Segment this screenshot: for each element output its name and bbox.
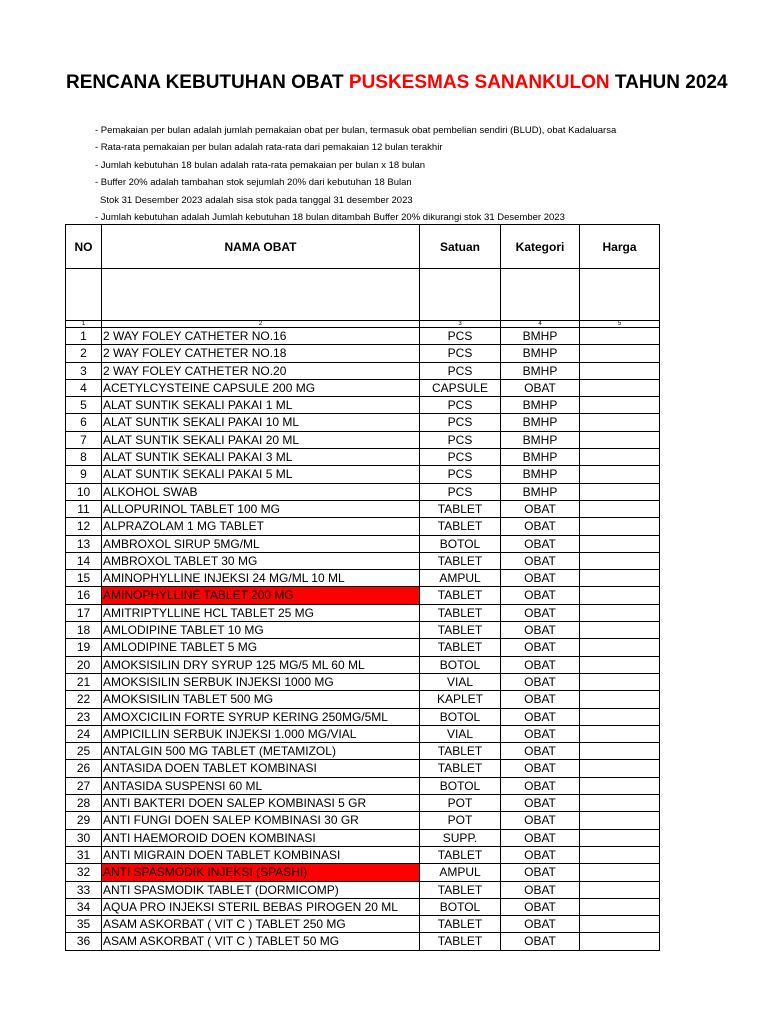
- row-harga: [580, 449, 660, 466]
- row-no: 22: [66, 691, 102, 708]
- row-nama-obat: AMBROXOL SIRUP 5MG/ML: [102, 535, 420, 552]
- row-kategori: OBAT: [501, 708, 580, 725]
- row-kategori: BMHP: [501, 431, 580, 448]
- row-no: 32: [66, 864, 102, 881]
- row-harga: [580, 777, 660, 794]
- row-satuan: TABLET: [420, 552, 501, 569]
- row-nama-obat: AMINOPHYLLINE INJEKSI 24 MG/ML 10 ML: [102, 570, 420, 587]
- row-harga: [580, 622, 660, 639]
- row-no: 6: [66, 414, 102, 431]
- row-harga: [580, 397, 660, 414]
- row-satuan: PCS: [420, 414, 501, 431]
- header-satuan: Satuan: [420, 225, 501, 269]
- row-nama-obat: ANTI SPASMODIK INJEKSI (SPASHI): [102, 864, 420, 881]
- column-number: 3: [420, 321, 501, 328]
- column-number: 5: [580, 321, 660, 328]
- column-number: 2: [102, 321, 420, 328]
- row-harga: [580, 500, 660, 517]
- row-no: 14: [66, 552, 102, 569]
- note-item: - Jumlah kebutuhan adalah Jumlah kebutuhan 18 bulan ditambah Buffer 20% dikurangi stok 31 Desember 2023: [95, 211, 565, 223]
- table-row: [66, 898, 660, 915]
- row-harga: [580, 535, 660, 552]
- row-no: 18: [66, 622, 102, 639]
- row-kategori: OBAT: [501, 898, 580, 915]
- row-nama-obat: AMBROXOL TABLET 30 MG: [102, 552, 420, 569]
- row-kategori: OBAT: [501, 864, 580, 881]
- row-kategori: OBAT: [501, 379, 580, 396]
- row-harga: [580, 916, 660, 933]
- row-harga: [580, 362, 660, 379]
- row-no: 31: [66, 846, 102, 863]
- row-kategori: BMHP: [501, 414, 580, 431]
- row-satuan: TABLET: [420, 933, 501, 950]
- table-row: [66, 449, 660, 466]
- row-nama-obat: 2 WAY FOLEY CATHETER NO.20: [102, 362, 420, 379]
- row-kategori: OBAT: [501, 725, 580, 742]
- row-satuan: TABLET: [420, 500, 501, 517]
- row-no: 23: [66, 708, 102, 725]
- table-row: [66, 708, 660, 725]
- row-harga: [580, 518, 660, 535]
- row-kategori: OBAT: [501, 604, 580, 621]
- row-satuan: POT: [420, 795, 501, 812]
- row-kategori: OBAT: [501, 570, 580, 587]
- row-harga: [580, 881, 660, 898]
- row-satuan: POT: [420, 812, 501, 829]
- row-no: 30: [66, 829, 102, 846]
- row-satuan: VIAL: [420, 725, 501, 742]
- row-satuan: TABLET: [420, 622, 501, 639]
- table-row: [66, 500, 660, 517]
- table-row: [66, 552, 660, 569]
- column-number: 1: [66, 321, 102, 328]
- table-header-row: [66, 225, 660, 269]
- table-row: [66, 622, 660, 639]
- header-no: NO: [66, 225, 102, 269]
- row-nama-obat: AMITRIPTYLLINE HCL TABLET 25 MG: [102, 604, 420, 621]
- row-harga: [580, 328, 660, 345]
- table-row: [66, 535, 660, 552]
- table-row: [66, 604, 660, 621]
- row-satuan: TABLET: [420, 743, 501, 760]
- spacer-cell: [420, 269, 501, 321]
- row-harga: [580, 864, 660, 881]
- table-row: [66, 483, 660, 500]
- table-row: [66, 362, 660, 379]
- table-row: [66, 328, 660, 345]
- row-satuan: BOTOL: [420, 777, 501, 794]
- row-nama-obat: ALAT SUNTIK SEKALI PAKAI 1 ML: [102, 397, 420, 414]
- row-satuan: PCS: [420, 449, 501, 466]
- row-satuan: TABLET: [420, 846, 501, 863]
- row-satuan: TABLET: [420, 760, 501, 777]
- row-no: 24: [66, 725, 102, 742]
- row-no: 4: [66, 379, 102, 396]
- row-harga: [580, 812, 660, 829]
- row-kategori: OBAT: [501, 760, 580, 777]
- row-kategori: OBAT: [501, 622, 580, 639]
- table-row: [66, 414, 660, 431]
- row-kategori: OBAT: [501, 933, 580, 950]
- row-nama-obat: ALAT SUNTIK SEKALI PAKAI 20 ML: [102, 431, 420, 448]
- row-nama-obat: ACETYLCYSTEINE CAPSULE 200 MG: [102, 379, 420, 396]
- row-satuan: PCS: [420, 328, 501, 345]
- row-harga: [580, 898, 660, 915]
- row-no: 17: [66, 604, 102, 621]
- row-kategori: BMHP: [501, 449, 580, 466]
- table-row: [66, 639, 660, 656]
- notes-list: [95, 122, 660, 226]
- row-nama-obat: AMLODIPINE TABLET 10 MG: [102, 622, 420, 639]
- row-kategori: BMHP: [501, 328, 580, 345]
- row-harga: [580, 829, 660, 846]
- table-row: [66, 864, 660, 881]
- row-nama-obat: ASAM ASKORBAT ( VIT C ) TABLET 50 MG: [102, 933, 420, 950]
- row-nama-obat: ALAT SUNTIK SEKALI PAKAI 3 ML: [102, 449, 420, 466]
- row-nama-obat: AMINOPHYLLINE TABLET 200 MG: [102, 587, 420, 604]
- row-no: 12: [66, 518, 102, 535]
- row-no: 26: [66, 760, 102, 777]
- header-spacer-row: [66, 269, 660, 321]
- row-no: 34: [66, 898, 102, 915]
- row-nama-obat: AQUA PRO INJEKSI STERIL BEBAS PIROGEN 20 ML: [102, 898, 420, 915]
- row-kategori: OBAT: [501, 916, 580, 933]
- row-satuan: PCS: [420, 397, 501, 414]
- column-numbering-row: [66, 321, 660, 328]
- row-satuan: CAPSULE: [420, 379, 501, 396]
- row-kategori: OBAT: [501, 518, 580, 535]
- spacer-cell: [580, 269, 660, 321]
- row-nama-obat: ANTALGIN 500 MG TABLET (METAMIZOL): [102, 743, 420, 760]
- row-nama-obat: ANTI SPASMODIK TABLET (DORMICOMP): [102, 881, 420, 898]
- row-kategori: OBAT: [501, 673, 580, 690]
- row-harga: [580, 414, 660, 431]
- row-satuan: PCS: [420, 483, 501, 500]
- row-nama-obat: 2 WAY FOLEY CATHETER NO.16: [102, 328, 420, 345]
- table-row: [66, 933, 660, 950]
- row-satuan: TABLET: [420, 518, 501, 535]
- table-row: [66, 916, 660, 933]
- row-satuan: BOTOL: [420, 898, 501, 915]
- table-row: [66, 760, 660, 777]
- header-kategori: Kategori: [501, 225, 580, 269]
- row-nama-obat: ANTI MIGRAIN DOEN TABLET KOMBINASI: [102, 846, 420, 863]
- medicine-table: [65, 224, 660, 951]
- table-row: [66, 379, 660, 396]
- row-nama-obat: AMOKSISILIN TABLET 500 MG: [102, 691, 420, 708]
- row-satuan: PCS: [420, 345, 501, 362]
- row-no: 9: [66, 466, 102, 483]
- row-harga: [580, 604, 660, 621]
- row-kategori: OBAT: [501, 535, 580, 552]
- row-harga: [580, 760, 660, 777]
- note-item: - Buffer 20% adalah tambahan stok sejumlah 20% dari kebutuhan 18 Bulan: [95, 177, 412, 189]
- row-kategori: BMHP: [501, 466, 580, 483]
- page-title: [66, 72, 728, 98]
- row-satuan: TABLET: [420, 916, 501, 933]
- row-harga: [580, 587, 660, 604]
- row-satuan: PCS: [420, 362, 501, 379]
- spacer-cell: [102, 269, 420, 321]
- row-nama-obat: ALLOPURINOL TABLET 100 MG: [102, 500, 420, 517]
- row-satuan: BOTOL: [420, 708, 501, 725]
- row-no: 7: [66, 431, 102, 448]
- row-satuan: BOTOL: [420, 656, 501, 673]
- row-no: 2: [66, 345, 102, 362]
- row-harga: [580, 673, 660, 690]
- row-no: 3: [66, 362, 102, 379]
- row-kategori: OBAT: [501, 881, 580, 898]
- row-kategori: OBAT: [501, 500, 580, 517]
- row-satuan: TABLET: [420, 604, 501, 621]
- table-row: [66, 431, 660, 448]
- row-harga: [580, 483, 660, 500]
- row-satuan: AMPUL: [420, 864, 501, 881]
- row-nama-obat: ALAT SUNTIK SEKALI PAKAI 10 ML: [102, 414, 420, 431]
- row-harga: [580, 552, 660, 569]
- table-row: [66, 777, 660, 794]
- row-no: 25: [66, 743, 102, 760]
- row-kategori: BMHP: [501, 397, 580, 414]
- table-row: [66, 829, 660, 846]
- row-no: 1: [66, 328, 102, 345]
- table-row: [66, 846, 660, 863]
- row-no: 35: [66, 916, 102, 933]
- row-harga: [580, 743, 660, 760]
- row-harga: [580, 345, 660, 362]
- row-harga: [580, 466, 660, 483]
- row-harga: [580, 795, 660, 812]
- table-row: [66, 397, 660, 414]
- row-satuan: TABLET: [420, 881, 501, 898]
- row-nama-obat: ALKOHOL SWAB: [102, 483, 420, 500]
- note-item: - Jumlah kebutuhan 18 bulan adalah rata-rata pemakaian per bulan x 18 bulan: [95, 159, 426, 171]
- note-item: Stok 31 Desember 2023 adalah sisa stok pada tanggal 31 desember 2023: [100, 194, 413, 206]
- row-no: 29: [66, 812, 102, 829]
- row-harga: [580, 639, 660, 656]
- row-no: 33: [66, 881, 102, 898]
- row-nama-obat: 2 WAY FOLEY CATHETER NO.18: [102, 345, 420, 362]
- row-nama-obat: ANTI FUNGI DOEN SALEP KOMBINASI 30 GR: [102, 812, 420, 829]
- table-row: [66, 795, 660, 812]
- note-item: - Pemakaian per bulan adalah jumlah pemakaian obat per bulan, termasuk obat pembelian sendiri (BLUD), obat Kadaluarsa: [95, 125, 617, 136]
- row-no: 19: [66, 639, 102, 656]
- table-row: [66, 691, 660, 708]
- table-row: [66, 881, 660, 898]
- row-no: 10: [66, 483, 102, 500]
- row-no: 27: [66, 777, 102, 794]
- row-nama-obat: AMPICILLIN SERBUK INJEKSI 1.000 MG/VIAL: [102, 725, 420, 742]
- row-kategori: OBAT: [501, 656, 580, 673]
- table-row: [66, 725, 660, 742]
- row-nama-obat: ANTI HAEMOROID DOEN KOMBINASI: [102, 829, 420, 846]
- row-no: 16: [66, 587, 102, 604]
- row-kategori: BMHP: [501, 345, 580, 362]
- spacer-cell: [501, 269, 580, 321]
- row-nama-obat: ALAT SUNTIK SEKALI PAKAI 5 ML: [102, 466, 420, 483]
- row-kategori: OBAT: [501, 691, 580, 708]
- table-row: [66, 587, 660, 604]
- row-nama-obat: ASAM ASKORBAT ( VIT C ) TABLET 250 MG: [102, 916, 420, 933]
- row-no: 5: [66, 397, 102, 414]
- row-kategori: OBAT: [501, 795, 580, 812]
- column-number: 4: [501, 321, 580, 328]
- header-nama-obat: NAMA OBAT: [102, 225, 420, 269]
- row-harga: [580, 846, 660, 863]
- row-kategori: OBAT: [501, 639, 580, 656]
- header-harga: Harga: [580, 225, 660, 269]
- table-row: [66, 743, 660, 760]
- row-satuan: TABLET: [420, 639, 501, 656]
- spacer-cell: [66, 269, 102, 321]
- row-kategori: OBAT: [501, 552, 580, 569]
- row-no: 36: [66, 933, 102, 950]
- row-harga: [580, 656, 660, 673]
- row-satuan: PCS: [420, 431, 501, 448]
- note-item: - Rata-rata pemakaian per bulan adalah rata-rata dari pemakaian 12 bulan terakhir: [95, 142, 443, 154]
- row-kategori: OBAT: [501, 587, 580, 604]
- row-kategori: OBAT: [501, 846, 580, 863]
- row-harga: [580, 691, 660, 708]
- row-kategori: OBAT: [501, 743, 580, 760]
- title-puskesmas: PUSKESMAS SANANKULON: [348, 72, 610, 93]
- table-row: [66, 570, 660, 587]
- row-satuan: SUPP.: [420, 829, 501, 846]
- row-harga: [580, 725, 660, 742]
- row-nama-obat: AMOKSISILIN DRY SYRUP 125 MG/5 ML 60 ML: [102, 656, 420, 673]
- row-satuan: AMPUL: [420, 570, 501, 587]
- title-year: TAHUN 2024: [609, 72, 728, 93]
- row-nama-obat: AMOXCICILIN FORTE SYRUP KERING 250MG/5ML: [102, 708, 420, 725]
- row-no: 21: [66, 673, 102, 690]
- row-nama-obat: AMOKSISILIN SERBUK INJEKSI 1000 MG: [102, 673, 420, 690]
- table-row: [66, 812, 660, 829]
- row-no: 20: [66, 656, 102, 673]
- table-body: [66, 328, 660, 951]
- row-nama-obat: ANTASIDA DOEN TABLET KOMBINASI: [102, 760, 420, 777]
- row-no: 28: [66, 795, 102, 812]
- row-nama-obat: ANTASIDA SUSPENSI 60 ML: [102, 777, 420, 794]
- table-row: [66, 345, 660, 362]
- row-harga: [580, 379, 660, 396]
- row-no: 15: [66, 570, 102, 587]
- row-harga: [580, 570, 660, 587]
- row-nama-obat: ALPRAZOLAM 1 MG TABLET: [102, 518, 420, 535]
- table-row: [66, 673, 660, 690]
- row-nama-obat: AMLODIPINE TABLET 5 MG: [102, 639, 420, 656]
- row-nama-obat: ANTI BAKTERI DOEN SALEP KOMBINASI 5 GR: [102, 795, 420, 812]
- row-satuan: PCS: [420, 466, 501, 483]
- row-kategori: BMHP: [501, 483, 580, 500]
- row-satuan: BOTOL: [420, 535, 501, 552]
- row-satuan: KAPLET: [420, 691, 501, 708]
- row-satuan: VIAL: [420, 673, 501, 690]
- row-harga: [580, 933, 660, 950]
- row-kategori: OBAT: [501, 812, 580, 829]
- row-no: 11: [66, 500, 102, 517]
- row-kategori: OBAT: [501, 777, 580, 794]
- row-kategori: OBAT: [501, 829, 580, 846]
- row-harga: [580, 708, 660, 725]
- row-harga: [580, 431, 660, 448]
- row-no: 8: [66, 449, 102, 466]
- table-row: [66, 466, 660, 483]
- table-row: [66, 518, 660, 535]
- table-row: [66, 656, 660, 673]
- row-no: 13: [66, 535, 102, 552]
- row-kategori: BMHP: [501, 362, 580, 379]
- title-text: RENCANA KEBUTUHAN OBAT: [66, 72, 349, 93]
- row-satuan: TABLET: [420, 587, 501, 604]
